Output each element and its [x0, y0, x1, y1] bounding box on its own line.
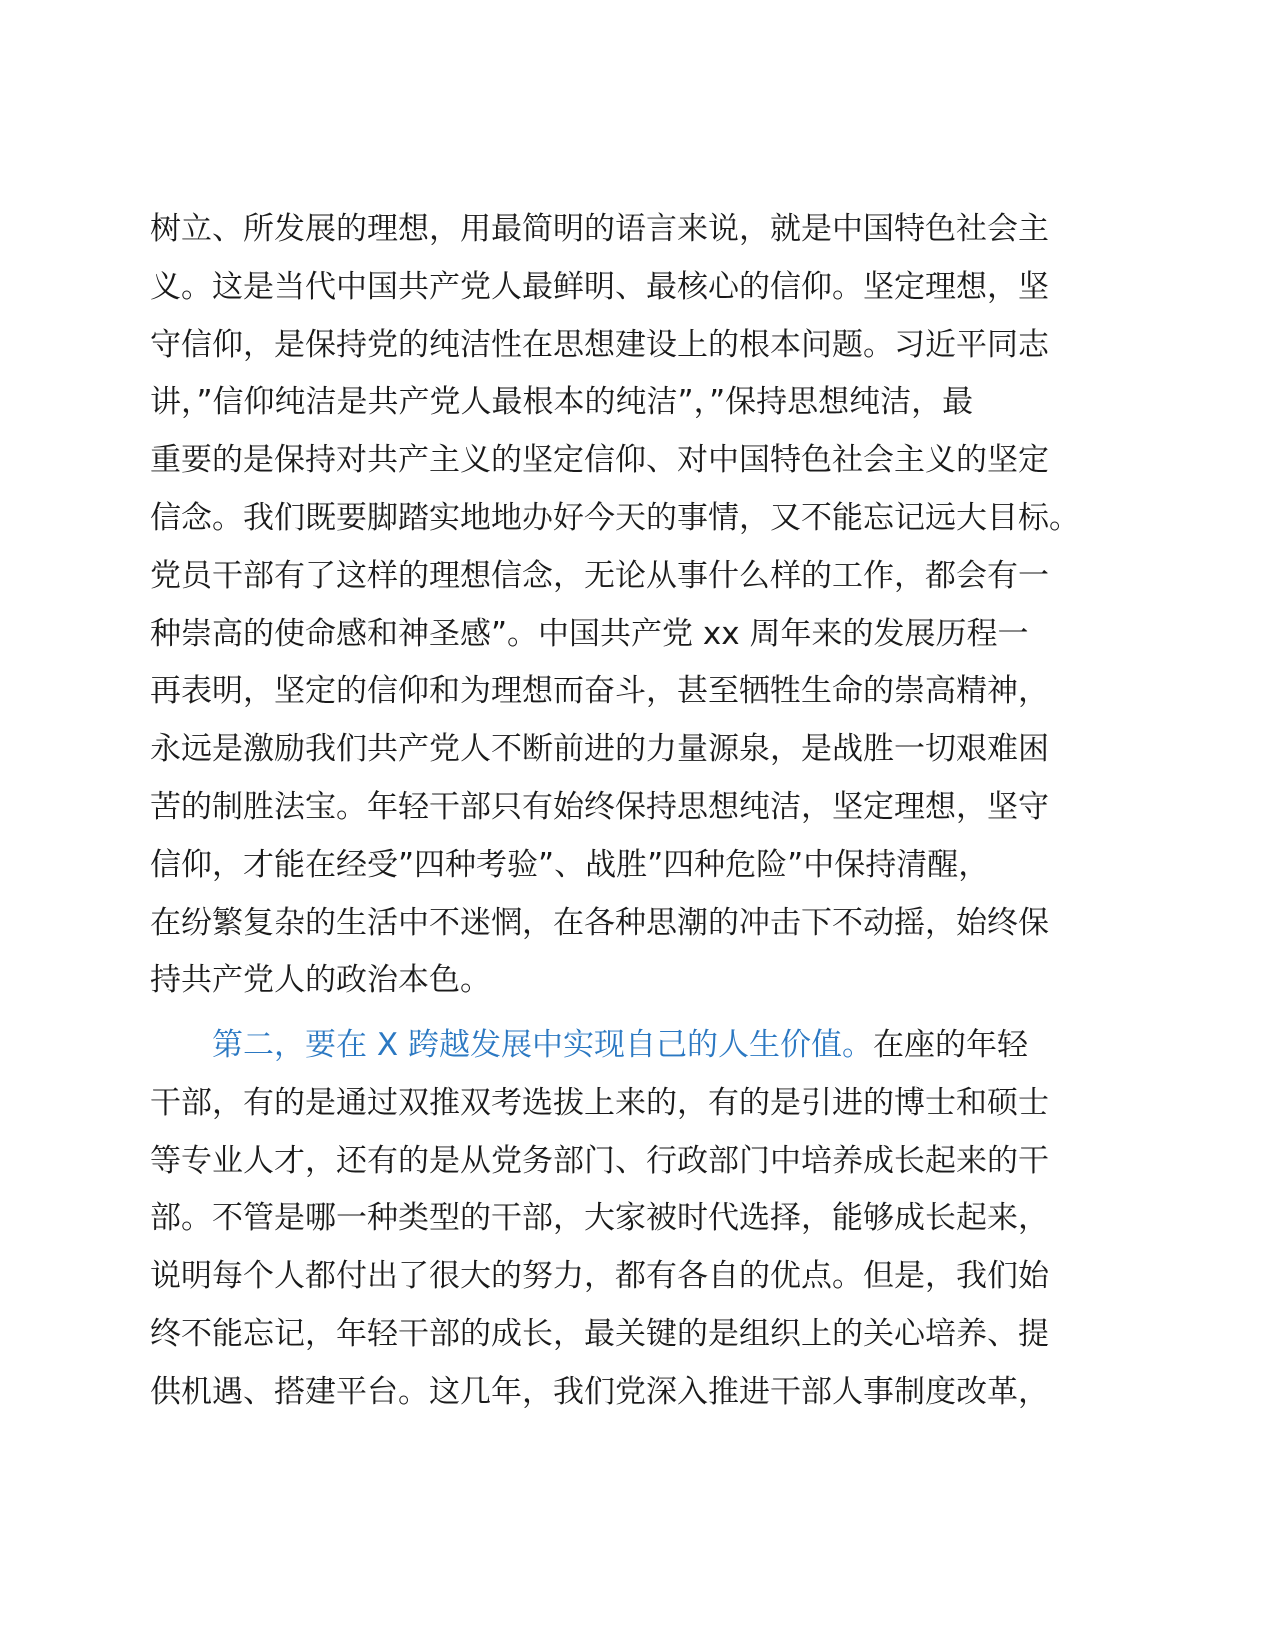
text-line: 重要的是保持对共产主义的坚定信仰、对中国特色社会主义的坚定	[150, 442, 1049, 479]
text-run: 在座的年轻	[872, 1027, 1028, 1063]
text-line: 种崇高的使命感和神圣感”。中国共产党 xx 周年来的发展历程一	[150, 615, 1029, 652]
text-line: 等专业人才，还有的是从党务部门、行政部门中培养成长起来的干	[150, 1142, 1049, 1179]
text-line: 供机遇、搭建平台。这几年，我们党深入推进干部人事制度改革，	[150, 1373, 1049, 1410]
paragraph-life-value	[150, 1017, 1140, 1422]
text-line: 守信仰，是保持党的纯洁性在思想建设上的根本问题。习近平同志	[150, 326, 1049, 363]
section-heading: 第二，要在 X 跨越发展中实现自己的人生价值。	[212, 1027, 873, 1063]
text-line: 终不能忘记，年轻干部的成长，最关键的是组织上的关心培养、提	[150, 1315, 1049, 1352]
text-line: 部。不管是哪一种类型的干部，大家被时代选择，能够成长起来，	[150, 1200, 1049, 1237]
text-line-first	[150, 1017, 1140, 1075]
text-line: 永远是激励我们共产党人不断前进的力量源泉，是战胜一切艰难困	[150, 731, 1049, 768]
text-line: 在纷繁复杂的生活中不迷惘，在各种思潮的冲击下不动摇，始终保	[150, 904, 1049, 941]
text-line: 苦的制胜法宝。年轻干部只有始终保持思想纯洁，坚定理想，坚守	[150, 788, 1049, 825]
text-line: 说明每个人都付出了很大的努力，都有各自的优点。但是，我们始	[150, 1258, 1049, 1295]
text-line: 信念。我们既要脚踏实地地办好今天的事情，又不能忘记远大目标。	[150, 499, 1080, 536]
text-line: 讲，”信仰纯洁是共产党人最根本的纯洁”，”保持思想纯洁，最	[150, 384, 974, 421]
text-line: 义。这是当代中国共产党人最鲜明、最核心的信仰。坚定理想，坚	[150, 268, 1049, 305]
paragraph-ideals-beliefs	[150, 201, 1140, 1010]
text-line: 信仰，才能在经受”四种考验”、战胜”四种危险”中保持清醒，	[150, 846, 990, 883]
text-line: 党员干部有了这样的理想信念，无论从事什么样的工作，都会有一	[150, 557, 1049, 594]
text-line: 再表明，坚定的信仰和为理想而奋斗，甚至牺牲生命的崇高精神，	[150, 673, 1049, 710]
text-line: 树立、所发展的理想，用最简明的语言来说，就是中国特色社会主	[150, 211, 1049, 247]
text-line: 持共产党人的政治本色。	[150, 962, 491, 999]
text-line: 干部，有的是通过双推双考选拔上来的，有的是引进的博士和硕士	[150, 1084, 1049, 1121]
